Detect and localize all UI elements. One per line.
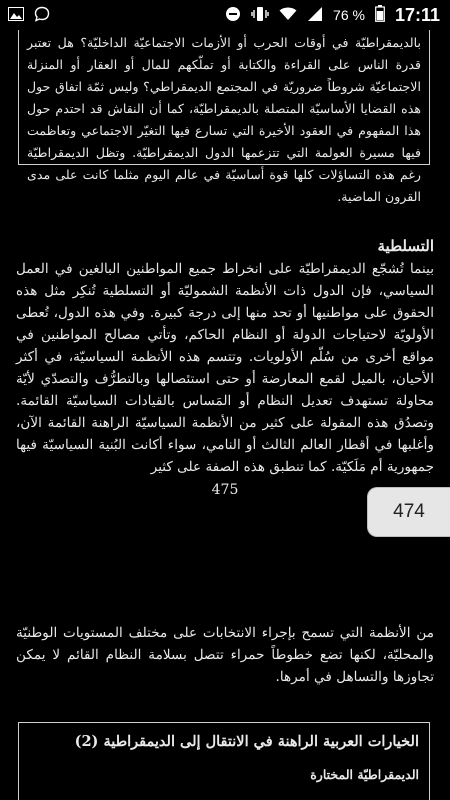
info-box-2-title: الخيارات العربية الراهنة في الانتقال إلى الديمقراطية (2)	[74, 733, 419, 750]
info-box-2	[18, 722, 430, 800]
page-indicator-button[interactable]: 474	[367, 487, 450, 537]
chat-bubble-icon	[34, 6, 50, 25]
battery-icon	[375, 5, 385, 25]
signal-icon	[307, 7, 323, 24]
battery-percentage: 76 %	[333, 7, 365, 23]
image-icon	[8, 7, 24, 24]
clock: 17:11	[394, 4, 440, 25]
section-title: التسلطية	[377, 237, 434, 255]
info-box-text: بالديمقراطيّة في أوقات الحرب أو الأزمات الاجتماعيّة الداخليّة؟ هل تعتبر قدرة الناس على القراءة والكتابة أو تملّكهم للمال أو العقار أو المنزلة الاجتماعيّة شروطاً ضروريّة في المجتمع الديمقراطي؟ وليس ثمّة اتفاق حول هذه القضايا الأساسيّة المتصلة بالديمقراطيّة، كما أن النقاش قد احتدم حول هذا المفهوم في العقود الأخيرة التي تسارع فيها التغيّر الاجتماعي وتعاظمت فيها مسيرة العولمة التي تتزعمها الدول الديمقراطيّة. وتظل الديمقراطيّة رغم هذه التساؤلات كلها قوة أساسيّة في عالم اليوم مثلما كانت على مدى القرون الماضية.	[27, 35, 421, 204]
do-not-disturb-icon	[225, 6, 241, 25]
vibrate-icon	[251, 6, 269, 25]
body-paragraph: بينما تُشجّع الديمقراطيّة على انخراط جميع المواطنين البالغين في العمل السياسي، فإن الدول ذات الأنظمة الشموليّة أو التسلطية تُنكِر مثل هذه الحقوق على مواطنيها أو تحد منها إلى درجة كبيرة. وفي هذه الدول، تُعطى الأولويّة لاحتياجات الدولة أو النظام الحاكم، وتأتي مصالح المواطنين في مواقع أخرى من سُلّم الأولويات. وتتسم هذه الأنظمة السياسيّة، في أكثر الأحيان، بالميل لقمع المعارضة أو حتى استئصالها وبالتطرُّف والتصدّي لأيّة محاولة تستهدف تعديل النظام أو المَساس بالقيادات السياسيّة القائمة. وتصدُق هذه المقولة على كثير من الأنظمة السياسيّة الراهنة القائمة الآن، وأغلبها في أقطار العالم الثالث أو النامي، سواء أكانت البُنية السياسيّة فيها جمهورية أم مَلَكيّة. كما تنطبق هذه الصفة على كثير	[16, 261, 434, 475]
info-box-2-subtitle: الديمقراطيّة المختارة	[310, 767, 419, 782]
next-page-paragraph: من الأنظمة التي تسمح بإجراء الانتخابات على مختلف المستويات الوطنيّة والمحليّة، لكنها تضع خطوطاً حمراء تتصل بسلامة النظام القائم لا يمكن تجاوزها والتساهل في أمرها.	[16, 625, 434, 685]
status-bar	[0, 0, 450, 30]
wifi-icon	[279, 7, 297, 24]
info-box	[18, 30, 430, 204]
reader-page[interactable]	[0, 30, 450, 800]
status-left	[0, 6, 50, 25]
status-right	[225, 5, 450, 26]
page-number: 475	[211, 482, 239, 498]
